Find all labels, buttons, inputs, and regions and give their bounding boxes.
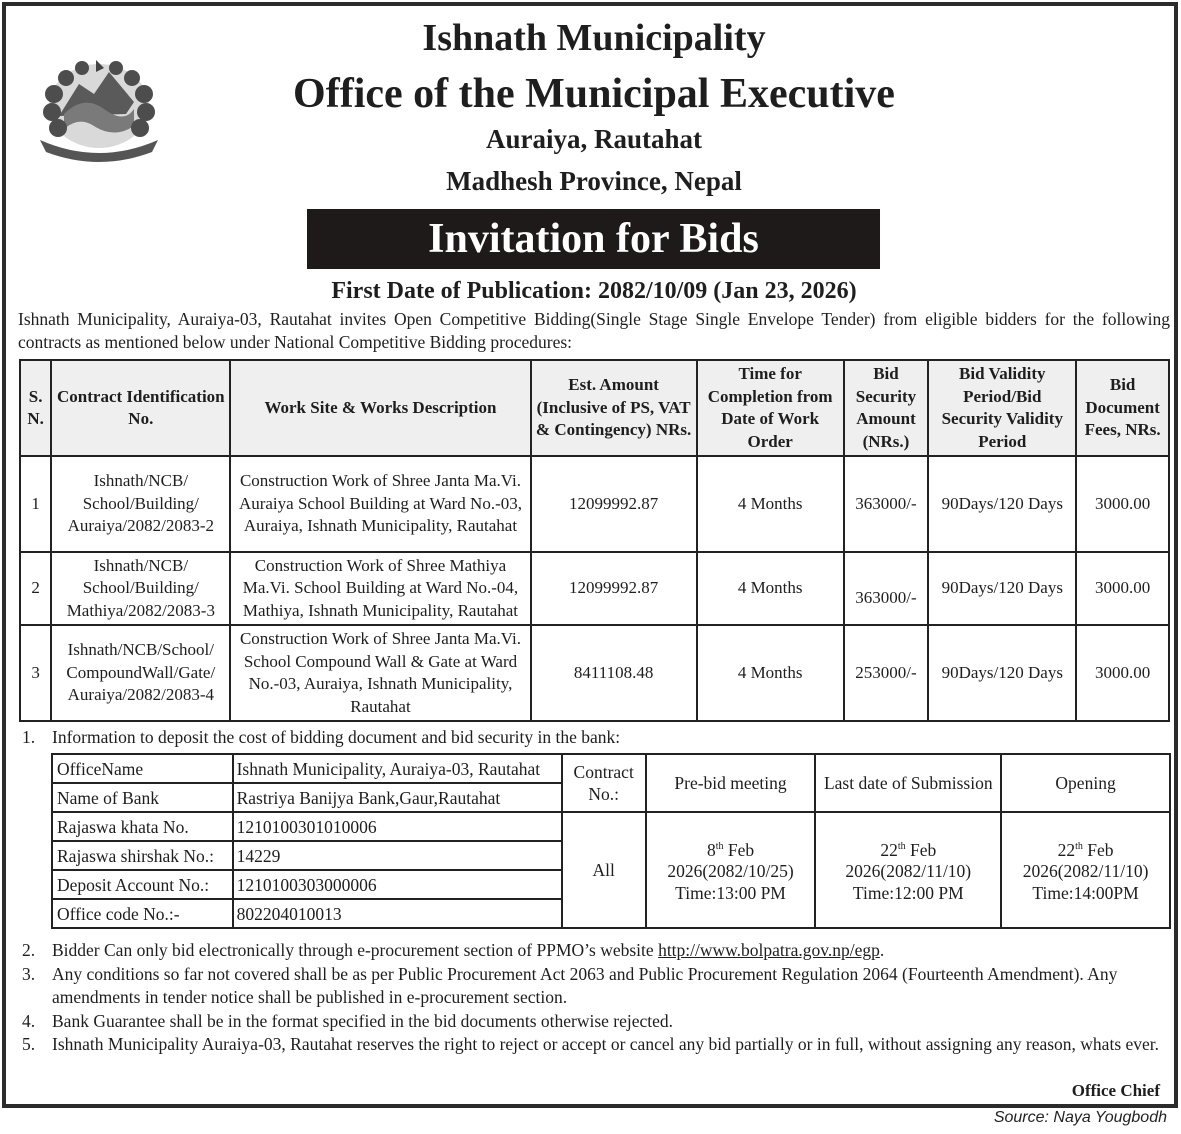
notice-frame [2,2,1178,1108]
schedule-header-prebid: Pre-bid meeting [646,754,816,812]
header-description: Work Site & Works Description [230,360,530,456]
schedule-header-submission: Last date of Submission [815,754,1001,812]
note-4 [22,1010,1174,1034]
cell-est-amount: 8411108.48 [531,625,697,721]
contracts-table [19,359,1170,722]
prebid-month: Feb [723,839,755,860]
cell-contract-id: Ishnath/NCB/School/ CompoundWall/Gate/ Auraiya/2082/2083-4 [51,625,230,721]
cell-sn: 2 [20,552,51,625]
bank-value: 14229 [233,841,562,870]
bank-value: 1210100301010006 [233,812,562,841]
bank-label: Name of Bank [52,783,233,812]
province: Madhesh Province, Nepal [446,166,742,196]
note-punctuation: . [879,940,885,960]
note-number: 1. [22,727,36,747]
submission-month: Feb [905,839,937,860]
submission-date: 2026(2082/11/10) [845,861,972,882]
note-1 [22,727,620,748]
schedule-header-opening: Opening [1001,754,1170,812]
cell-description: Construction Work of Shree Janta Ma.Vi. School Compound Wall & Gate at Ward No.-03, Auraiya, Ishnath Municipality, Rautahat [230,625,530,721]
bank-value: Rastriya Banijya Bank,Gaur,Rautahat [233,783,562,812]
submission-time: Time:12:00 PM [852,883,964,904]
office-title: Office of the Municipal Executive [293,71,895,117]
header-completion-time: Time for Completion from Date of Work Order [697,360,844,456]
cell-sn: 3 [20,625,51,721]
bank-row [52,754,1170,783]
office-location: Auraiya, Rautahat [485,124,702,154]
prebid-time: Time:13:00 PM [675,883,786,904]
cell-bid-security: 363000/- [844,456,929,552]
bank-label: Rajaswa shirshak No.: [52,841,233,870]
note-number: 2. [22,940,36,960]
signature: Office Chief [1071,1081,1160,1100]
cell-contract-id: Ishnath/NCB/ School/Building/ Auraiya/2082/2083-2 [51,456,230,552]
note-text: Ishnath Municipality Auraiya-03, Rautahat reserves the right to reject or accept or cancel any bid partially or in full, without assigning any reason, whats ever. [52,1034,1160,1054]
opening-day: 22 [1057,839,1076,860]
note-2 [22,939,1174,963]
opening-date: 2026(2082/11/10) [1022,861,1149,882]
header-bid-security: Bid Security Amount (NRs.) [844,360,929,456]
table-header-row [20,360,1169,456]
bolpatra-link[interactable]: http://www.bolpatra.gov.np/egp [658,940,880,960]
opening-day-suffix: th [1075,840,1083,852]
cell-description: Construction Work of Shree Mathiya Ma.Vi. School Building at Ward No.-04, Mathiya, Ishnath Municipality, Rautahat [230,552,530,625]
schedule-prebid [646,812,816,928]
municipality-name: Ishnath Municipality [422,17,766,59]
note-text: Information to deposit the cost of bidding document and bid security in the bank: [52,727,621,747]
intro-paragraph: Ishnath Municipality, Auraiya-03, Rautahat invites Open Competitive Bidding(Single Stage Single Envelope Tender) from eligible bidders for the following contracts as mentioned below under National Competitive Bidding procedures: [18,309,1170,352]
note-text: Bidder Can only bid electronically through e-procurement section of PPMO’s website [52,940,659,960]
note-3 [22,963,1174,1010]
bank-value: 802204010013 [233,899,562,928]
cell-description: Construction Work of Shree Janta Ma.Vi. Auraiya School Building at Ward No.-03, Auraiya, Ishnath Municipality, Rautahat [230,456,530,552]
submission-day: 22 [880,839,898,860]
header-contract-id: Contract Identification No. [51,360,230,456]
bank-label: OfficeName [52,754,233,783]
table-row [20,552,1169,625]
header-document-fees: Bid Document Fees, NRs. [1076,360,1169,456]
cell-bid-validity: 90Days/120 Days [928,456,1076,552]
cell-sn: 1 [20,456,51,552]
cell-bid-security: 363000/- [844,552,929,625]
bank-value: Ishnath Municipality, Auraiya-03, Rautahat [233,754,562,783]
bank-value: 1210100303000006 [233,870,562,899]
table-row [20,456,1169,552]
source-credit: Source: Naya Yougbodh [993,1109,1167,1126]
cell-document-fees: 3000.00 [1076,552,1169,625]
header-est-amount: Est. Amount (Inclusive of PS, VAT & Contingency) NRs. [531,360,697,456]
notes-list [22,939,1174,1057]
cell-est-amount: 12099992.87 [531,456,697,552]
cell-completion-time: 4 Months [697,456,844,552]
cell-contract-id: Ishnath/NCB/ School/Building/ Mathiya/2082/2083-3 [51,552,230,625]
prebid-date: 2026(2082/10/25) [667,861,794,882]
cell-bid-validity: 90Days/120 Days [928,552,1076,625]
prebid-day: 8 [706,839,716,860]
cell-document-fees: 3000.00 [1076,625,1169,721]
table-row [20,625,1169,721]
schedule-header-contract: Contract No.: [562,754,646,812]
cell-bid-security: 253000/- [844,625,929,721]
bank-row [52,812,1170,841]
prebid-day-suffix: th [715,840,724,852]
cell-completion-time: 4 Months [697,625,844,721]
publication-date: First Date of Publication: 2082/10/09 (Jan 23, 2026) [331,278,857,304]
header-bid-validity: Bid Validity Period/Bid Security Validity Period [928,360,1076,456]
cell-est-amount: 12099992.87 [531,552,697,625]
note-text: Bank Guarantee shall be in the format specified in the bid documents otherwise rejected. [52,1010,674,1031]
note-number: 4. [22,1010,36,1031]
schedule-opening [1001,812,1170,928]
cell-bid-validity: 90Days/120 Days [928,625,1076,721]
header-sn: S. N. [20,360,51,456]
note-number: 5. [22,1034,36,1054]
bank-label: Deposit Account No.: [52,870,233,899]
cell-completion-time: 4 Months [697,552,844,625]
invitation-banner: Invitation for Bids [307,209,880,269]
schedule-contract: All [562,812,646,928]
opening-month: Feb [1082,839,1114,860]
bank-label: Rajaswa khata No. [52,812,233,841]
note-5 [22,1033,1174,1057]
bank-info-table [51,753,1171,929]
schedule-submission [815,812,1001,928]
submission-day-suffix: th [897,840,906,852]
cell-document-fees: 3000.00 [1076,456,1169,552]
note-text: Any conditions so far not covered shall be as per Public Procurement Act 2063 and Public Procurement Regulation 2064 (Fourteenth Amendment). Any amendments in tender notice shall be published in e-procurement section. [52,963,1118,1007]
opening-time: Time:14:00PM [1032,883,1139,904]
note-number: 3. [22,963,36,984]
bank-label: Office code No.:- [52,899,233,928]
